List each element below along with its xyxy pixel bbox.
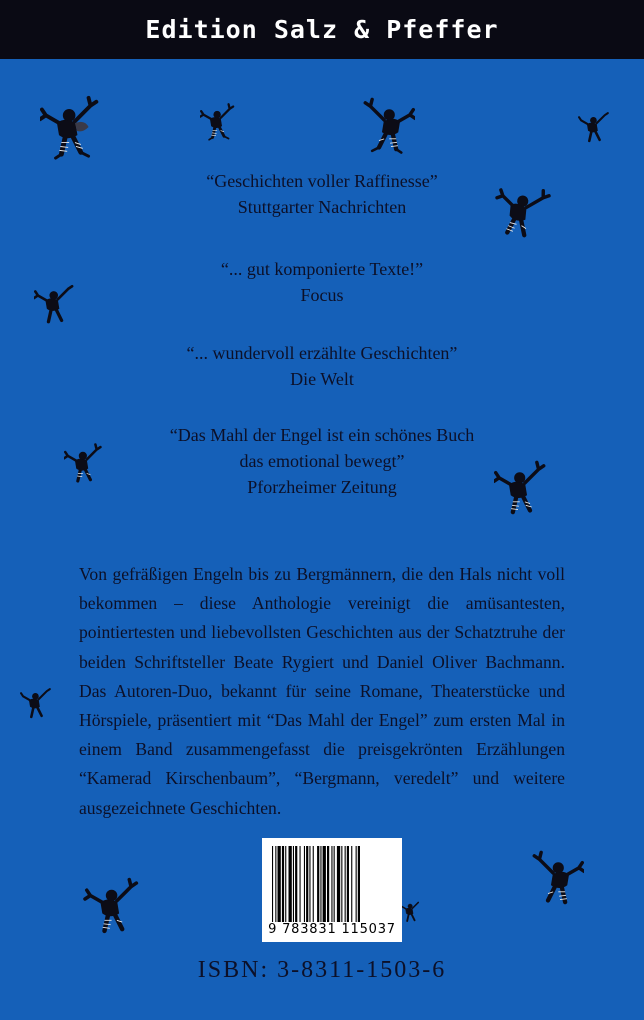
angel-icon <box>20 684 56 722</box>
barcode-bar <box>317 846 319 922</box>
barcode-bar <box>275 846 276 922</box>
barcode-bar <box>295 846 297 922</box>
barcode-bar <box>282 846 284 922</box>
barcode-bar <box>309 846 310 922</box>
quote-3 <box>0 340 644 392</box>
barcode-bar <box>300 846 301 922</box>
quote-text: “... wundervoll erzählte Geschichten” <box>186 343 458 363</box>
quote-text: “... gut komponierte Texte!” <box>220 259 424 279</box>
barcode-bar <box>358 846 360 922</box>
quote-source: Stuttgarter Nachrichten <box>237 197 407 217</box>
angel-icon <box>40 92 108 164</box>
barcode-digits: 9 783831 115037 <box>268 922 396 937</box>
quote-source: Focus <box>300 285 344 305</box>
isbn-number: ISBN: 3-8311-1503-6 <box>197 957 447 983</box>
quote-4 <box>0 422 644 500</box>
quote-text-continued: das emotional bewegt” <box>239 451 405 471</box>
barcode-bar <box>320 846 321 922</box>
angel-icon <box>82 876 150 938</box>
barcode-bar <box>306 846 308 922</box>
angel-icon <box>355 96 415 156</box>
barcode-bar <box>351 846 352 922</box>
quote-1 <box>0 168 644 220</box>
barcode-bar <box>278 846 281 922</box>
barcode-bar <box>356 846 357 922</box>
barcode-bar <box>341 846 342 922</box>
barcode-bar <box>327 846 329 922</box>
barcode-bar <box>337 846 340 922</box>
barcode-bar <box>272 846 273 922</box>
quote-source: Pforzheimer Zeitung <box>247 477 397 497</box>
barcode <box>262 838 402 942</box>
barcode-bar <box>313 846 314 922</box>
barcode-bar <box>289 846 292 922</box>
quote-source: Die Welt <box>290 369 354 389</box>
header-bar <box>0 0 644 59</box>
barcode-bar <box>331 846 332 922</box>
barcode-bar <box>347 846 349 922</box>
description-text: Von gefräßigen Engeln bis zu Bergmännern, die den Hals nicht voll bekommen – diese Anthologie vereinigt die amüsantesten, pointiertesten und liebevollsten Geschichten aus der Schatztruhe der beiden Schriftsteller Beate Rygiert und Daniel Oliver Bachmann. Das Autoren-Duo, bekannt für seine Romane, Theaterstücke und Hörspiele, präsentiert mit “Das Mahl der Engel” zum ersten Mal in einem Band zusammengefasst die preisgekrönten Erzählungen “Kamerad Kirschenbaum”, “Bergmann, veredelt” und weitere ausgezeichnete Geschichten. <box>79 564 565 818</box>
angel-icon <box>578 108 614 146</box>
angel-icon <box>200 100 240 144</box>
barcode-bar <box>304 846 305 922</box>
angel-icon <box>398 898 426 924</box>
quote-text: “Das Mahl der Engel ist ein schönes Buch <box>169 425 475 445</box>
book-description <box>79 560 565 823</box>
angel-icon <box>524 848 584 910</box>
quote-2 <box>0 256 644 308</box>
barcode-bar <box>345 846 346 922</box>
publisher-title: Edition Salz & Pfeffer <box>145 15 499 44</box>
barcode-bar <box>293 846 294 922</box>
barcode-bar <box>323 846 326 922</box>
barcode-bar <box>334 846 335 922</box>
quote-text: “Geschichten voller Raffinesse” <box>206 171 438 191</box>
barcode-bar <box>285 846 286 922</box>
